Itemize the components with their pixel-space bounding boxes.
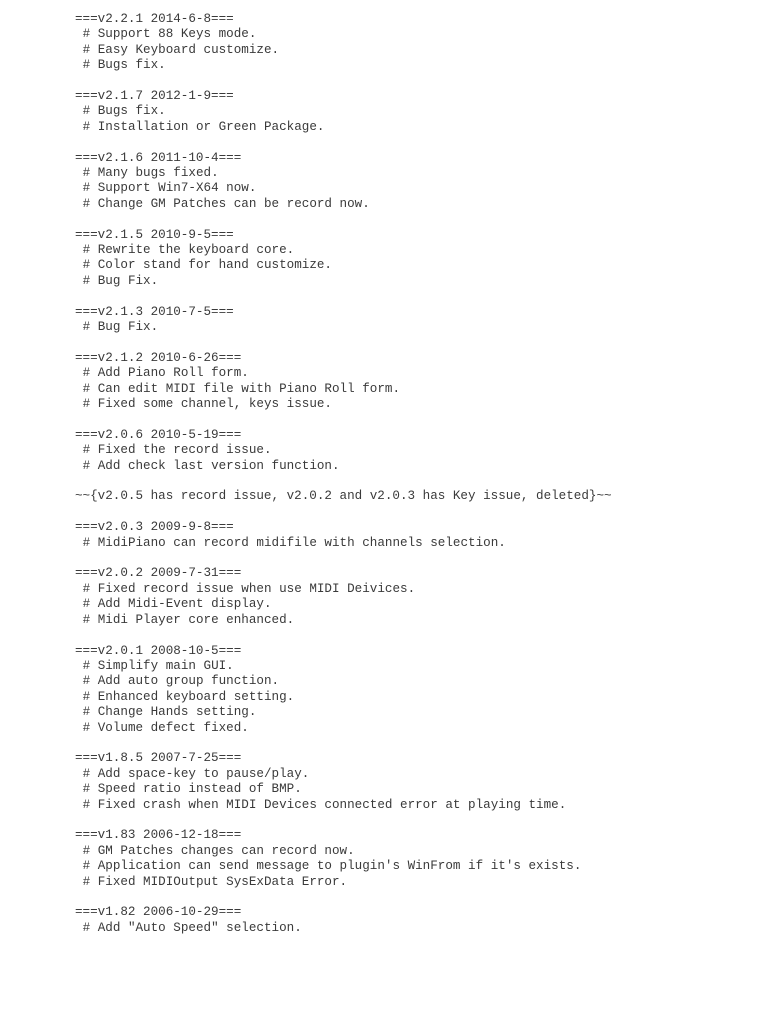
version-header: ===v2.0.6 2010-5-19=== <box>75 427 242 442</box>
change-item: # Bugs fix. <box>82 58 166 73</box>
changelog-entry <box>75 151 755 213</box>
version-header: ===v2.1.2 2010-6-26=== <box>75 350 242 365</box>
changelog-entry <box>75 751 755 813</box>
change-item: # Installation or Green Package. <box>82 119 325 134</box>
change-item: # Support Win7-X64 now. <box>82 181 257 196</box>
changelog-entry <box>75 905 755 936</box>
change-item: # Midi Player core enhanced. <box>82 612 295 627</box>
version-header: ===v2.0.1 2008-10-5=== <box>75 643 242 658</box>
version-header: ===v2.1.3 2010-7-5=== <box>75 304 234 319</box>
change-item: # Fixed MIDIOutput SysExData Error. <box>82 874 348 889</box>
change-item: # Bug Fix. <box>82 273 159 288</box>
change-item: # Add "Auto Speed" selection. <box>82 920 302 935</box>
change-item: # Bugs fix. <box>82 104 166 119</box>
version-header: ===v2.1.6 2011-10-4=== <box>75 150 242 165</box>
version-header: ===v1.83 2006-12-18=== <box>75 828 242 843</box>
version-header: ===v2.1.7 2012-1-9=== <box>75 89 234 104</box>
changelog-entry <box>75 12 755 74</box>
change-item: # Add Piano Roll form. <box>82 366 249 381</box>
version-header: ===v2.1.5 2010-9-5=== <box>75 227 234 242</box>
changelog-entry <box>75 89 755 135</box>
change-item: # Enhanced keyboard setting. <box>82 689 295 704</box>
change-item: # Speed ratio instead of BMP. <box>82 782 302 797</box>
change-item: # Volume defect fixed. <box>82 720 249 735</box>
change-item: # MidiPiano can record midifile with channels selection. <box>82 535 506 550</box>
changelog-entry <box>75 644 755 736</box>
change-item: # Fixed the record issue. <box>82 443 272 458</box>
changelog-entry <box>75 428 755 474</box>
change-item: # Add check last version function. <box>82 458 340 473</box>
change-item: # Support 88 Keys mode. <box>82 27 257 42</box>
changelog-entry <box>75 351 755 413</box>
change-item: # Easy Keyboard customize. <box>82 42 280 57</box>
changelog-entry <box>75 828 755 890</box>
change-item: # Add Midi-Event display. <box>82 597 272 612</box>
change-item: # Change Hands setting. <box>82 705 257 720</box>
version-header: ===v1.82 2006-10-29=== <box>75 905 242 920</box>
version-header: ===v2.0.3 2009-9-8=== <box>75 520 234 535</box>
change-item: # Color stand for hand customize. <box>82 258 332 273</box>
version-header: ===v2.0.2 2009-7-31=== <box>75 566 242 581</box>
version-header: ===v2.2.1 2014-6-8=== <box>75 12 234 26</box>
change-item: # Fixed record issue when use MIDI Deivices. <box>82 581 416 596</box>
change-item: # Fixed crash when MIDI Devices connected error at playing time. <box>82 797 567 812</box>
change-item: # GM Patches changes can record now. <box>82 843 355 858</box>
change-item: # Add space-key to pause/play. <box>82 766 310 781</box>
change-item: # Rewrite the keyboard core. <box>82 243 295 258</box>
change-item: # Fixed some channel, keys issue. <box>82 397 332 412</box>
change-item: # Application can send message to plugin's WinFrom if it's exists. <box>82 859 582 874</box>
changelog-entry <box>75 305 755 336</box>
change-item: # Add auto group function. <box>82 674 280 689</box>
change-item: # Change GM Patches can be record now. <box>82 196 370 211</box>
changelog-document <box>75 12 755 952</box>
version-header: ===v1.8.5 2007-7-25=== <box>75 751 242 766</box>
changelog-entry <box>75 566 755 628</box>
change-item: # Bug Fix. <box>82 320 159 335</box>
change-item: # Simplify main GUI. <box>82 658 234 673</box>
changelog-entry <box>75 520 755 551</box>
changelog-entry <box>75 228 755 290</box>
deleted-versions-note: ~~{v2.0.5 has record issue, v2.0.2 and v2.0.3 has Key issue, deleted}~~ <box>75 489 612 504</box>
change-item: # Many bugs fixed. <box>82 166 219 181</box>
change-item: # Can edit MIDI file with Piano Roll form. <box>82 381 401 396</box>
